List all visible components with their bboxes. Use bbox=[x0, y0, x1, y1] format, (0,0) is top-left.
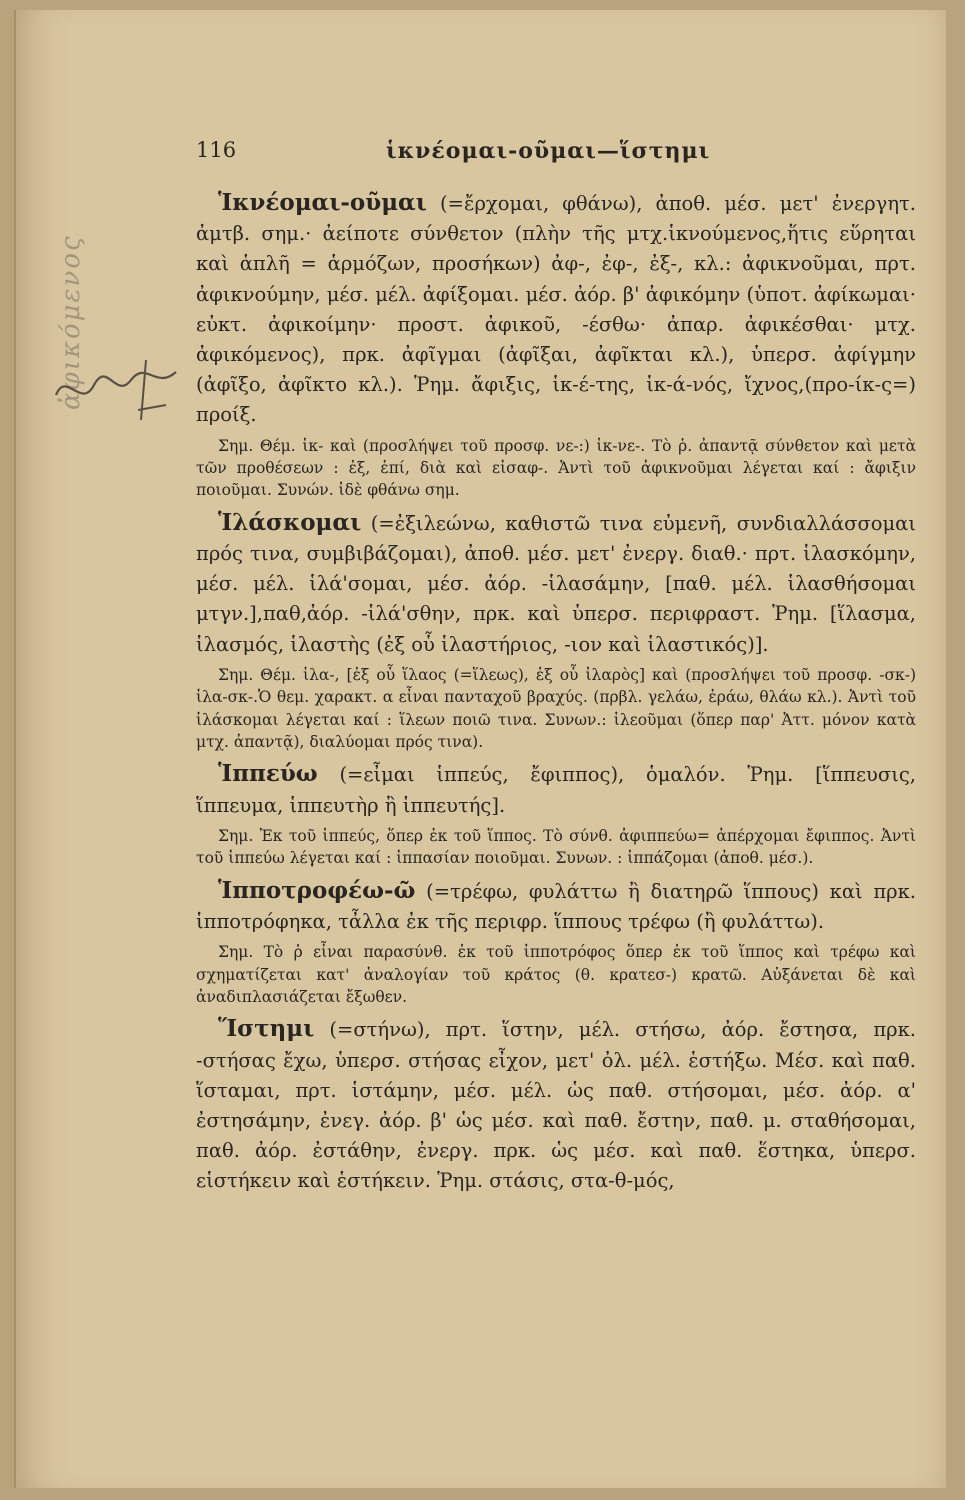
entry-iknеomai bbox=[196, 188, 916, 431]
entry-text: (=ἔρχομαι, φθάνω), ἀποθ. μέσ. μετ' ἐνεργητ. ἀμτβ. σημ.· ἀείποτε σύνθετον (πλὴν τῆς μτχ.ἱκνούμενος,ἥτις εὕρηται καὶ ἁπλῆ = ἁρμόζων, προσήκων) ἀφ-, ἐφ-, ἐξ-, κλ.: ἀφικνοῦμαι, πρτ. ἀφικνούμην, μέσ. μέλ. ἀφίξομαι. μέσ. ἀόρ. β' ἀφικόμην (ὑποτ. ἀφίκωμαι· εὐκτ. ἀφικοίμην· προστ. ἀφικοῦ, -έσθω· ἀπαρ. ἀφικέσθαι· μτχ. ἀφικόμενος), πρκ. ἀφῖγμαι (ἀφῖξαι, ἀφῖκται κλ.), ὑπερσ. ἀφίγμην (ἀφῖξο, ἀφῖκτο κλ.). Ῥημ. ἄφιξις, ἱκ-έ-της, ἱκ-ά-νός, ἴχνος,(προ-ίκ-ς=) προίξ. bbox=[196, 192, 917, 427]
entry-ilaskomai bbox=[196, 508, 916, 660]
dictionary-content bbox=[196, 188, 916, 1201]
entry-istemi bbox=[196, 1014, 916, 1196]
entry-note: Σημ. Θέμ. ἱλα-, [ἐξ οὗ ἵλαος (=ἵλεως), ἐξ οὗ ἱλαρὸς] καὶ (προσλήψει τοῦ προσφ. -σκ-) ἱλα-σκ-.Ὁ θεμ. χαρακτ. α εἶναι πανταχοῦ βραχύς. (πρβλ. γελάω, ἐράω, θλάω κλ.). Ἀντὶ τοῦ ἱλάσκομαι λέγεται καί : ἵλεων ποιῶ τινα. Συνων.: ἱλεοῦμαι (ὅπερ παρ' Ἀττ. μόνον κατὰ μτχ. ἀπαντᾷ), διαλύομαι πρός τινα). bbox=[196, 665, 916, 752]
lemma: Ἱππεύω bbox=[218, 760, 318, 788]
entry-note: Σημ. Ἐκ τοῦ ἱππεύς, ὅπερ ἐκ τοῦ ἵππος. Τὸ σύνθ. ἀφιππεύω= ἀπέρχομαι ἔφιππος. Ἀντὶ τοῦ ἱππεύω λέγεται καί : ἱππασίαν ποιοῦμαι. Συνων. : ἱππάζομαι (ἀποθ. μέσ.). bbox=[196, 826, 916, 868]
entry-note: Σημ. Τὸ ῥ εἶναι παρασύνθ. ἐκ τοῦ ἱπποτρόφος ὅπερ ἐκ τοῦ ἵππος καὶ τρέφω καὶ σχηματίζεται κατ' ἀναλογίαν τοῦ κράτος (θ. κρατεσ-) κρατῶ. Αὐξάνεται δὲ καὶ ἀναδιπλασιάζεται ἔξωθεν. bbox=[196, 943, 916, 1006]
lemma: Ἵστημι bbox=[218, 1015, 315, 1043]
entry-ippotrofeo bbox=[196, 876, 916, 937]
running-head: ἱκνέομαι-οῦμαι—ἵστημι bbox=[386, 138, 711, 164]
lemma: Ἱλάσκομαι bbox=[218, 508, 362, 536]
entry-text: (=εἶμαι ἱππεύς, ἔφιππος), ὁμαλόν. Ῥημ. [ἵππευσις, ἵππευμα, ἱππευτὴρ ἢ ἱππευτής]. bbox=[196, 763, 916, 817]
entry-text: (=τρέφω, φυλάττω ἢ διατηρῶ ἵππους) καὶ πρκ. ἱπποτρόφηκα, τἆλλα ἐκ τῆς περιφρ. ἵππους τρέφω (ἢ φυλάττω). bbox=[196, 879, 916, 933]
entry-ippeuo bbox=[196, 759, 916, 820]
entry-note: Σημ. Θέμ. ἱκ- καὶ (προσλήψει τοῦ προσφ. νε-:) ἱκ-νε-. Τὸ ῥ. ἀπαντᾷ σύνθετον καὶ μετὰ τῶν προθέσεων : ἐξ, ἐπί, διὰ καὶ εἰσαφ-. Ἀντὶ τοῦ ἀφικνοῦμαι λέγεται καί : ἄφιξιν ποιοῦμαι. Συνών. ἰδὲ φθάνω σημ. bbox=[196, 436, 916, 500]
lemma: Ἱκνέομαι-οῦμαι bbox=[218, 189, 427, 216]
handwritten-margin-note: ἀφικόμενος bbox=[56, 234, 86, 410]
book-page bbox=[14, 10, 946, 1488]
entry-text: (=ἐξιλεώνω, καθιστῶ τινα εὐμενῆ, συνδιαλλάσσομαι πρός τινα, συμβιβάζομαι), ἀποθ. μέσ. μετ' ἐνεργ. διαθ.· πρτ. ἱλασκόμην, μέσ. μέλ. ἱλά'σομαι, μέσ. ἀόρ. -ἱλασάμην, [παθ. μέλ. ἱλασθήσομαι μτγν.],παθ,ἀόρ. -ἱλά'σθην, πρκ. καὶ ὑπερσ. περιφραστ. Ῥημ. [ἵλασμα, ἱλασμός, ἱλαστὴς (ἐξ οὗ ἱλαστήριος, -ιον καὶ ἱλαστικός)]. bbox=[196, 511, 916, 656]
entry-text: (=στήνω), πρτ. ἵστην, μέλ. στήσω, ἀόρ. ἔστησα, πρκ. -στήσας ἔχω, ὑπερσ. στήσας εἶχον, μετ' ὀλ. μέλ. ἑστήξω. Μέσ. καὶ παθ. ἵσταμαι, πρτ. ἱστάμην, μέσ. μέλ. ὡς παθ. στήσομαι, μέσ. ἀόρ. α' ἐστησάμην, ἐνεγ. ἀόρ. β' ὡς μέσ. καὶ παθ. ἔστην, παθ. μ. σταθήσομαι, παθ. ἀόρ. ἐστάθην, ἐνεργ. πρκ. ὡς μέσ. καὶ παθ. ἕστηκα, ὑπερσ. εἱστήκειν καὶ ἑστήκειν. Ῥημ. στάσις, στα-θ-μός, bbox=[196, 1018, 916, 1193]
lemma: Ἱπποτροφέω-ῶ bbox=[218, 876, 416, 904]
page-header bbox=[196, 138, 916, 168]
handwritten-scribble-icon bbox=[46, 350, 196, 430]
page-number: 116 bbox=[196, 138, 237, 162]
